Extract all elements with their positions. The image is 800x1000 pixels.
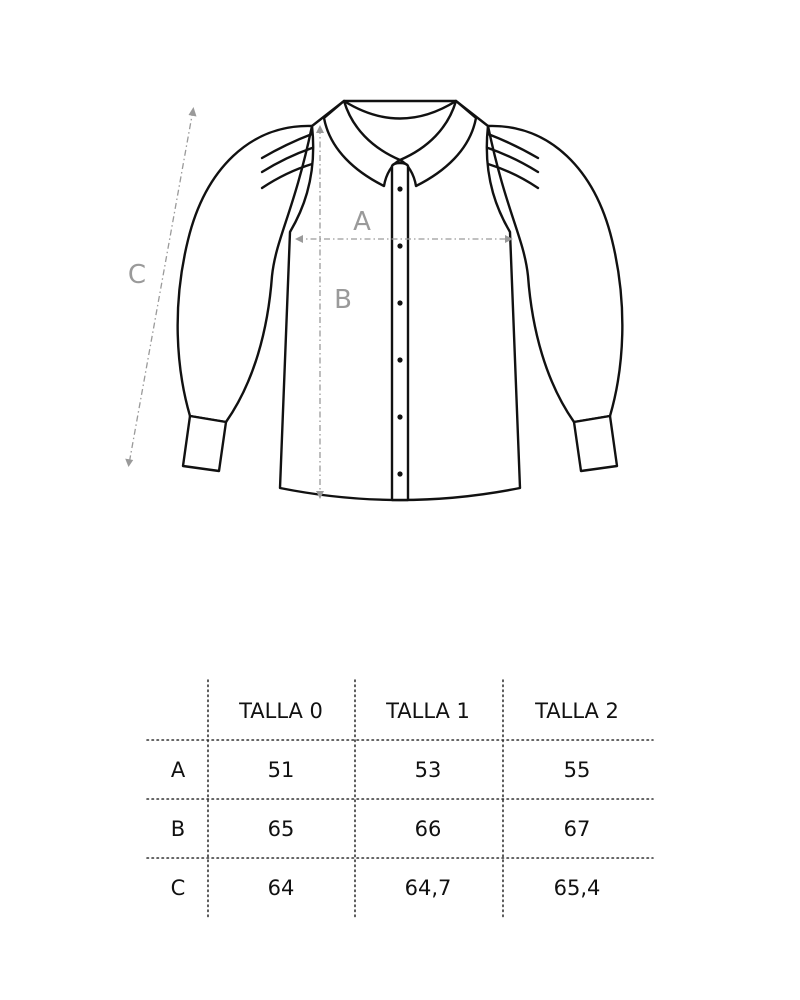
shirt-button: [397, 414, 402, 419]
shirt-button: [397, 357, 402, 362]
label-a: A: [353, 207, 371, 237]
header-talla-1: TALLA 1: [386, 699, 470, 723]
arrow-c-top: [189, 107, 197, 117]
table-cell: 51: [267, 758, 295, 782]
row-label-a: A: [170, 758, 186, 782]
table-cell: 65,4: [553, 876, 601, 900]
table-cell: 55: [563, 758, 591, 782]
shirt-button: [397, 300, 402, 305]
table-cell: 66: [414, 817, 442, 841]
left-cuff: [183, 416, 226, 471]
row-label-c: C: [170, 876, 186, 900]
table-cell: 65: [267, 817, 295, 841]
shirt-button: [397, 471, 402, 476]
arrow-c-bottom: [125, 459, 133, 467]
table-cell: 64,7: [404, 876, 452, 900]
shirt-button: [397, 243, 402, 248]
label-c: C: [127, 260, 147, 290]
shirt-button: [397, 186, 402, 191]
table-cell: 53: [414, 758, 442, 782]
button-placket: [392, 163, 408, 500]
header-talla-0: TALLA 0: [239, 699, 323, 723]
header-talla-2: TALLA 2: [535, 699, 619, 723]
right-cuff: [574, 416, 617, 471]
table-cell: 64: [267, 876, 295, 900]
row-label-b: B: [170, 817, 186, 841]
table-cell: 67: [563, 817, 591, 841]
label-b: B: [334, 285, 352, 315]
